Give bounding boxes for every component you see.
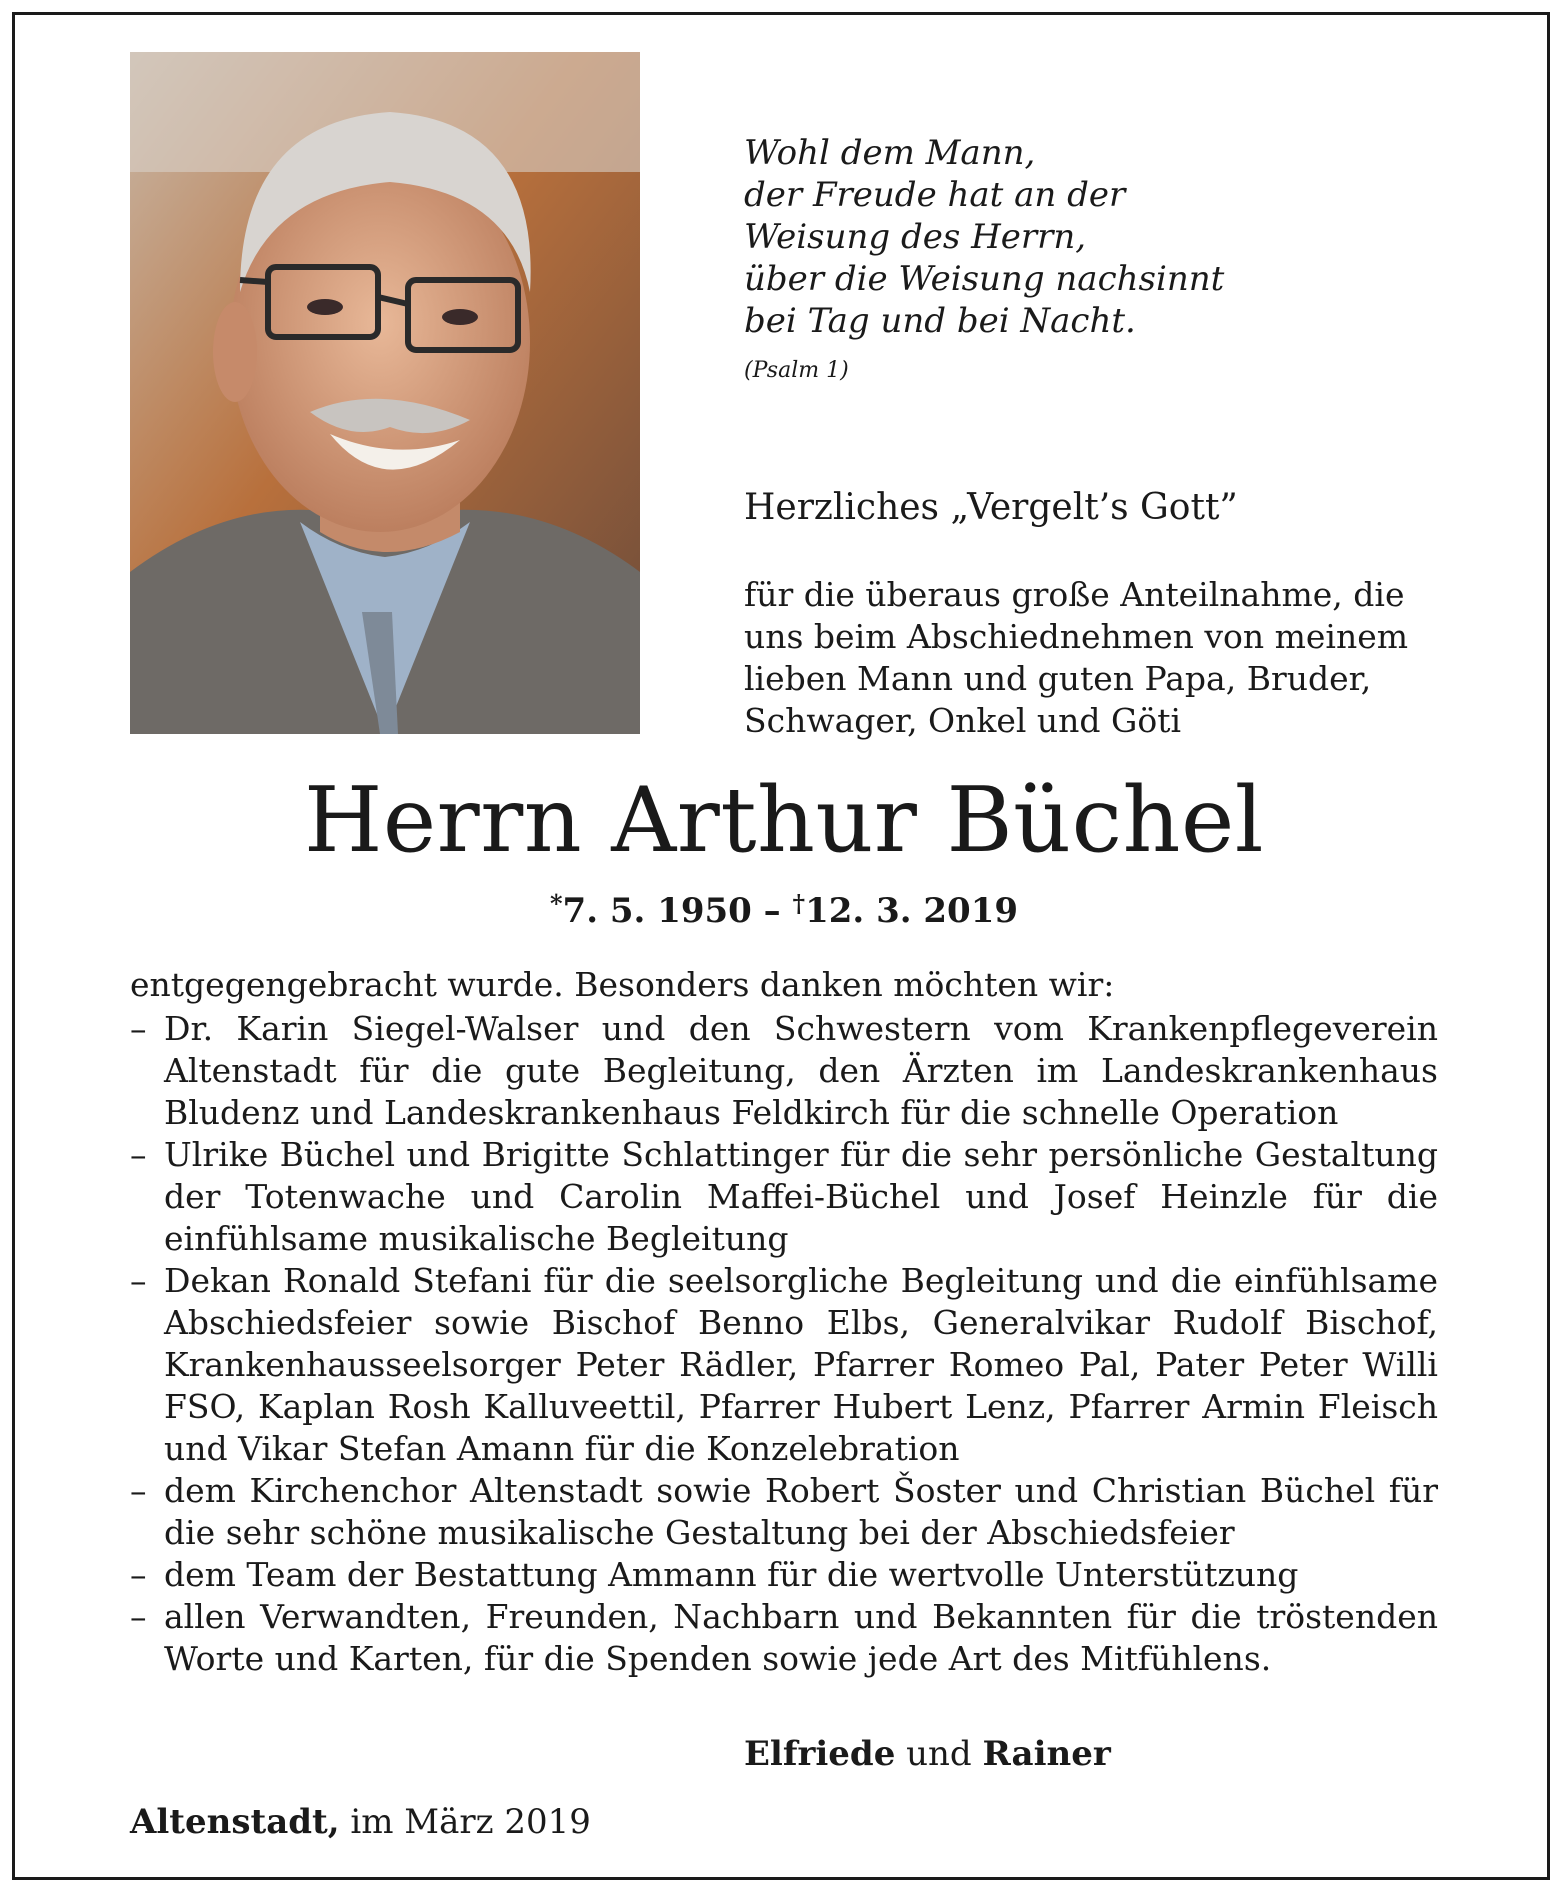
deceased-name: Herrn Arthur Büchel [303,768,1265,873]
thanks-title: Herzliches „Vergelt’s Gott” [744,487,1238,528]
portrait-icon [130,52,640,734]
psalm-line: Weisung des Herrn, [744,217,1087,257]
birth-date: 7. 5. 1950 [562,891,752,931]
list-item [130,1596,1438,1680]
psalm-line: über die Weisung nachsinnt [744,259,1225,299]
intro-line: lieben Mann und guten Papa, Bruder, [744,659,1372,698]
list-item [130,1260,1438,1470]
psalm-source: (Psalm 1) [744,358,849,383]
list-item-text: allen Verwandten, Freunden, Nachbarn und Bekannten für die tröstenden Worte und Karten, für die Spenden sowie jede Art des Mitfühlens. [164,1597,1438,1678]
intro-line: für die überaus große Anteilnahme, die [744,575,1405,614]
list-item-text: Ulrike Büchel und Brigitte Schlattinger für die sehr persönliche Gestaltung der Totenwache und Carolin Maffei-Büchel und Josef Heinzle für die einfühlsame musikalische Begleitung [164,1135,1438,1258]
place-town: Altenstadt, [130,1802,340,1842]
list-item-text: Dr. Karin Siegel-Walser und den Schwestern vom Krankenpflegeverein Altenstadt für die gute Begleitung, den Ärzten im Landeskrankenhaus Bludenz und Landeskrankenhaus Feldkirch für die schnelle Operation [164,1009,1438,1132]
dash: – [130,1471,147,1510]
place-date [130,1800,591,1844]
psalm-quote [744,132,1224,386]
intro-line: Schwager, Onkel und Göti [744,701,1182,740]
dash: – [130,1597,147,1636]
birth-mark: * [549,889,563,918]
signer-joiner: und [906,1734,972,1774]
date-separator: – [763,891,781,931]
psalm-line: der Freude hat an der [744,175,1126,215]
signer-second: Rainer [982,1734,1111,1774]
list-item [130,1134,1438,1260]
thanks-list [130,1008,1438,1680]
intro-line: uns beim Abschiednehmen von meinem [744,617,1409,656]
list-item-text: Dekan Ronald Stefani für die seelsorgliche Begleitung und die einfühlsame Abschiedsfeier sowie Bischof Benno Elbs, Generalvikar Rudolf Bischof, Krankenhausseelsorger Peter Rädler, Pfarrer Romeo Pal, Pater Peter Willi FSO, Kaplan Rosh Kalluveettil, Pfarrer Hubert Lenz, Pfarrer Armin Fleisch und Vikar Stefan Amann für die Konzelebration [164,1261,1438,1468]
list-item-text: dem Kirchenchor Altenstadt sowie Robert Šoster und Christian Büchel für die sehr schöne musikalische Gestaltung bei der Abschiedsfeier [164,1471,1438,1552]
dash: – [130,1135,147,1174]
dash: – [130,1555,147,1594]
lead-text: entgegengebracht wurde. Besonders danken möchten wir: [130,965,1115,1004]
list-item [130,1008,1438,1134]
death-mark: † [792,889,806,918]
portrait-photo [130,52,640,734]
list-item [130,1554,1438,1596]
list-item [130,1470,1438,1554]
psalm-line: bei Tag und bei Nacht. [744,301,1136,341]
dash: – [130,1009,147,1048]
signers [744,1732,1111,1776]
intro-text [744,574,1408,742]
death-date: 12. 3. 2019 [805,891,1019,931]
place-date-text: im März 2019 [350,1802,591,1842]
list-item-text: dem Team der Bestattung Ammann für die wertvolle Unterstützung [164,1555,1299,1594]
dash: – [130,1261,147,1300]
life-dates [0,882,1568,933]
signer-first: Elfriede [744,1734,896,1774]
psalm-line: Wohl dem Mann, [744,133,1036,173]
